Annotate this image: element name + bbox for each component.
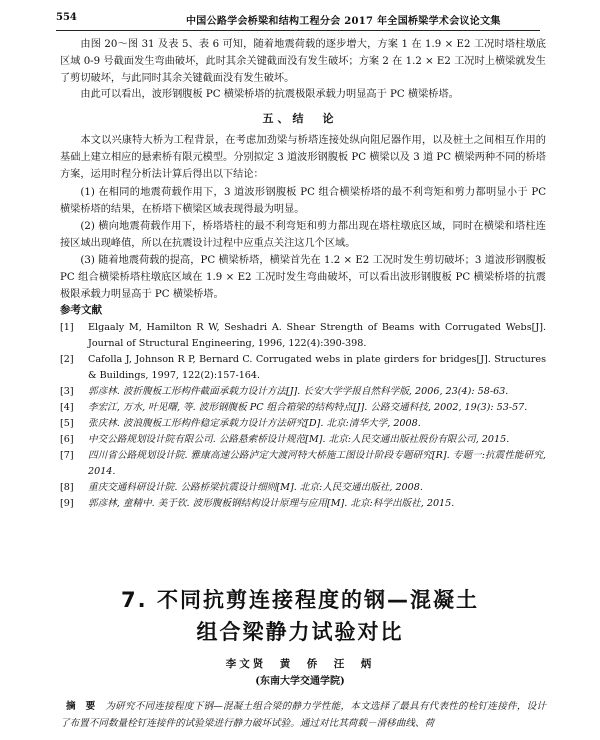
reference-text: 郭彦林, 童精中. 美于钦. 波形腹板钢结构设计原理与应用[M]. 北京:科学出版社, 2015. [88,498,455,509]
conclusion-item: (2) 横向地震荷载作用下，桥塔塔柱的最不利弯矩和剪力都出现在塔柱墩底区域，同时在横梁和塔柱连接区域出现峰值，所以在抗震设计过程中应重点关注这几个区域。 [60,221,546,249]
reference-text: Elgaaly M, Hamilton R W, Seshadri A. Shear Strength of Beams with Corrugated Webs[J]. Journal of Structural Engineering, 1996, 122(4):390-398. [88,322,546,349]
abstract [60,698,546,732]
reference-number: [2] [60,354,74,365]
reference-text: 李宏江, 万水, 叶见曙, 等. 波形钢腹板 PC 组合箱梁的结构特点[J]. 公路交通科技, 2002, 19(3): 53-57. [88,402,528,413]
reference-number: [3] [60,386,74,397]
reference-text: 四川省公路规划设计院. 雅康高速公路泸定大渡河特大桥施工图设计阶段专题研究[R]. 专题一:抗震性能研究, 2014. [88,450,546,477]
paper-authors: 李文贤 黄 侨 汪 炳 [225,658,375,670]
reference-text: 郭彦林. 波折腹板工形构件截面承载力设计方法[J]. 长安大学学报自然科学版, 2006, 23(4): 58-63. [88,386,509,397]
paper-title-line-1: 7. 不同抗剪连接程度的钢—混凝土 [121,588,479,612]
page-number: 554 [56,12,77,23]
paper-affiliation: (东南大学交通学院) [255,676,345,687]
reference-text: 张庆林. 波浪腹板工形构件稳定承载力设计方法研究[D]. 北京:清华大学, 2008. [88,418,421,429]
reference-number: [6] [60,434,74,445]
reference-item [60,352,546,384]
journal-header: 中国公路学会桥梁和结构工程分会 2017 年全国桥梁学术会议论文集 [186,16,501,27]
reference-number: [4] [60,402,74,413]
reference-number: [5] [60,418,74,429]
reference-text: 中交公路规划设计院有限公司. 公路悬索桥设计规范[M]. 北京:人民交通出版社股份有限公司, 2015. [88,434,510,445]
paper-title-line-2: 组合梁静力试验对比 [196,620,404,644]
running-header [56,12,540,28]
reference-number: [9] [60,498,74,509]
intro-paragraph: 由图 20～图 31 及表 5、表 6 可知，随着地震荷载的逐步增大，方案 1 在 1.9 × E2 工况时塔柱墩底区域 0-9 号截面发生弯曲破坏，此时其余关键截面没有发生破坏；方案 2 在 1.2 × E2 工况时上横梁就发生了剪切破坏，与此同时其余关键截面没有发生破坏。 [60,39,546,84]
abstract-label: 摘 要 [66,701,96,712]
conclusion-item: (1) 在相同的地震荷载作用下，3 道波形钢腹板 PC 组合横梁桥塔的最不利弯矩和剪力都明显小于 PC 横梁桥塔的结果，在桥塔下横梁区域表现得最为明显。 [60,187,546,215]
intro-paragraph: 由此可以看出，波形钢腹板 PC 横梁桥塔的抗震极限承载力明显高于 PC 横梁桥塔。 [80,89,459,100]
conclusion-paragraph: 本文以兴康特大桥为工程背景，在考虑加劲梁与桥塔连接处纵向阻尼器作用，以及桩土之间相互作用的基础上建立相应的悬索桥有限元模型。分别拟定 3 道波形钢腹板 PC 横梁以及 3 道 PC 横梁两种不同的桥塔方案，运用时程分析法计算后得出以下结论： [60,135,546,180]
reference-item [60,400,546,416]
reference-list [60,320,546,512]
reference-item [60,384,546,400]
header-rule [56,30,540,31]
reference-item [60,432,546,448]
references-heading: 参考文献 [60,304,102,316]
reference-number: [7] [60,450,74,461]
abstract-text: 为研究不同连接程度下钢—混凝土组合梁的静力学性能，本文选择了最具有代表性的栓钉连接件，设计了布置不同数量栓钉连接件的试验梁进行静力破坏试验。通过对比其荷载－滑移曲线、荷 [60,701,547,729]
reference-item [60,496,546,512]
reference-text: 重庆交通科研设计院. 公路桥梁抗震设计细则[M]. 北京:人民交通出版社, 2008. [88,482,423,493]
reference-item [60,416,546,432]
section-heading: 五、结 论 [262,112,338,125]
reference-number: [1] [60,322,74,333]
reference-text: Cafolla J, Johnson R P, Bernard C. Corrugated webs in plate girders for bridges[J]. Structures & Buildings, 1997, 122(2):157-164. [88,354,546,381]
conclusion-item: (3) 随着地震荷载的提高，PC 横梁桥塔，横梁首先在 1.2 × E2 工况时发生剪切破坏；3 道波形钢腹板 PC 组合横梁桥塔柱墩底区域在 1.9 × E2 工况时发生弯曲破坏，可以看出波形钢腹板 PC 横梁桥塔的抗震极限承载力明显高于 PC 横梁桥塔。 [60,255,546,300]
reference-number: [8] [60,482,74,493]
reference-item [60,480,546,496]
reference-item [60,448,546,480]
reference-item [60,320,546,352]
